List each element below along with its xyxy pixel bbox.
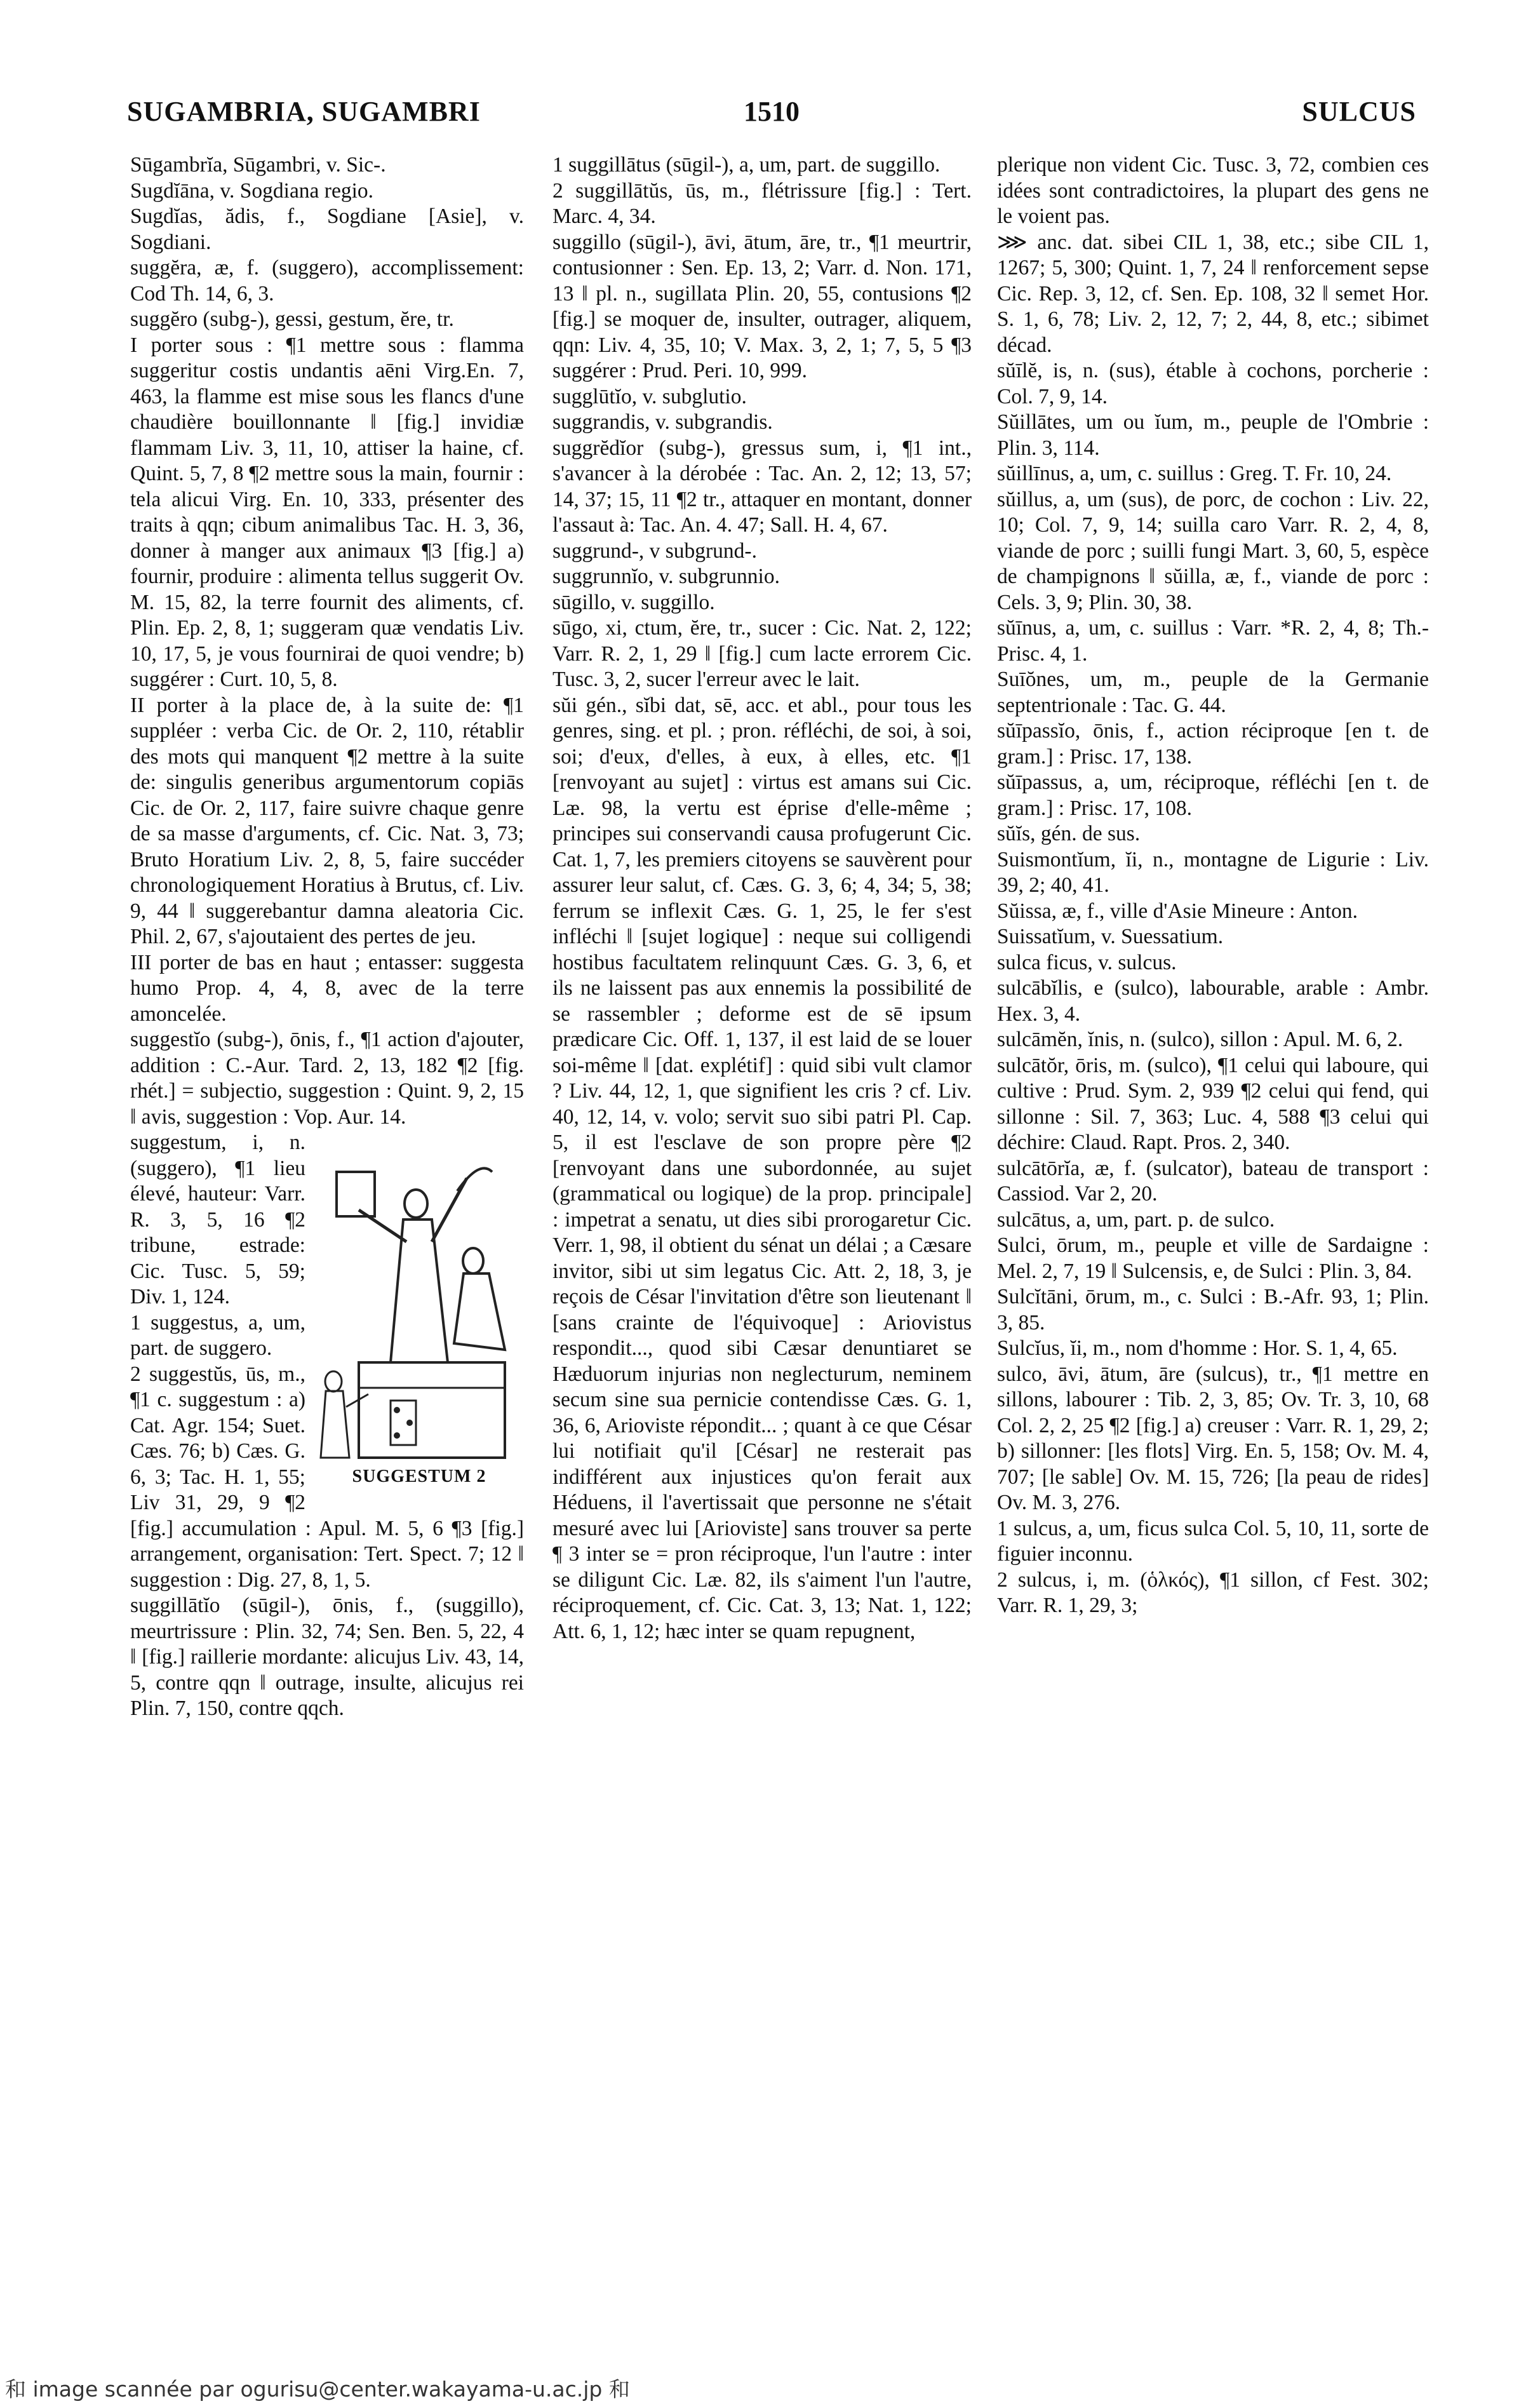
running-head-right: SULCUS <box>1302 96 1416 127</box>
dictionary-entry: III porter de bas en haut ; entasser: suggesta humo Prop. 4, 4, 8, avec de la terre amoncelée. <box>130 950 524 1026</box>
dictionary-entry: sulcāmĕn, ĭnis, n. (sulco), sillon : Apul. M. 6, 2. <box>997 1028 1403 1051</box>
dictionary-entry: suggrunnĭo, v. subgrunnio. <box>552 565 780 588</box>
dictionary-entry: Sūgambrĭa, Sūgambri, v. Sic-. <box>130 153 386 177</box>
dictionary-entry: Sŭillātes, um ou ĭum, m., peuple de l'Ombrie : Plin. 3, 114. <box>997 410 1429 460</box>
dictionary-entry: suggrĕdĭor (subg-), gressus sum, i, ¶1 int., s'avancer à la dérobée : Tac. An. 2, 12; 13, 57; 14, 37; 15, 11 ¶2 tr., attaquer en montant, donner l'assaut à: Tac. An. 4. 47; Sall. H. 4, 67. <box>552 436 972 537</box>
dictionary-entry: sŭīlĕ, is, n. (sus), étable à cochons, porcherie : Col. 7, 9, 14. <box>997 359 1429 408</box>
dictionary-entry: 1 sulcus, a, um, ficus sulca Col. 5, 10, 11, sorte de figuier inconnu. <box>997 1516 1429 1566</box>
dictionary-entry: sŭīpassus, a, um, réciproque, réfléchi [en t. de gram.] : Prisc. 17, 108. <box>997 770 1429 820</box>
scan-credit-footer: 和 image scannée par ogurisu@center.wakayama-u.ac.jp 和 <box>5 2377 630 2402</box>
dictionary-entry: sŭillus, a, um (sus), de porc, de cochon : Liv. 22, 10; Col. 7, 9, 14; suilla caro Varr. R. 2, 4, 8, viande de porc ; suilli fungi Mart. 3, 60, 5, espèce de champignons ‖ sŭilla, æ, f., viande de porc : Cels. 3, 9; Plin. 30, 38. <box>997 487 1429 614</box>
dictionary-entry: sulcātōrĭa, æ, f. (sulcator), bateau de transport : Cassiod. Var 2, 20. <box>997 1156 1429 1206</box>
dictionary-entry: suggestĭo (subg-), ōnis, f., ¶1 action d'ajouter, addition : C.-Aur. Tard. 2, 13, 182 ¶2 [fig. rhét.] = subjectio, suggestion : Quint. 9, 2, 15 ‖ avis, suggestion : Vop. Aur. 14. <box>130 1028 524 1129</box>
dictionary-entry: suggillātĭo (sūgil-), ōnis, f., (suggillo), meurtrissure : Plin. 32, 74; Sen. Ben. 5, 22, 4 ‖ [fig.] raillerie mordante: alicujus Liv. 43, 14, 5, contre qqn ‖ outrage, insulte, alicujus rei Plin. 7, 150, contre qqch. <box>130 1594 524 1720</box>
dictionary-entry: suggĕro (subg-), gessi, gestum, ĕre, tr. <box>130 307 454 331</box>
dictionary-entry: sūgo, xi, ctum, ĕre, tr., sucer : Cic. Nat. 2, 122; Varr. R. 2, 1, 29 ‖ [fig.] cum lacte errorem Cic. Tusc. 3, 2, sucer l'erreur avec le lait. <box>552 616 972 691</box>
page-header <box>127 95 1416 140</box>
dictionary-entry: Suīŏnes, um, m., peuple de la Germanie septentrionale : Tac. G. 44. <box>997 668 1429 717</box>
dictionary-entry: sŭĭs, gén. de sus. <box>997 822 1141 845</box>
dictionary-entry: suggestum, i, n. (suggero), ¶1 lieu élevé, hauteur: Varr. R. 3, 5, 16 ¶2 tribune, estrade: Cic. Tusc. 5, 59; Div. 1, 124. <box>130 1131 305 1308</box>
column-1 <box>130 152 524 2312</box>
illustration-suggestum <box>314 1134 524 1489</box>
dictionary-entry: 2 suggillātŭs, ūs, m., flétrissure [fig.] : Tert. Marc. 4, 34. <box>552 178 972 228</box>
dictionary-entry: I porter sous : ¶1 mettre sous : flamma suggeritur costis undantis aēni Virg.En. 7, 463, la flamme est mise sous les flancs d'une chaudière bouillonnante ‖ [fig.] invidiæ flammam Liv. 3, 11, 10, attiser la haine, cf. Quint. 5, 7, 8 ¶2 mettre sous la main, fournir : tela alicui Virg. En. 10, 333, présenter des traits à qqn; cibum animalibus Tac. H. 3, 36, donner à manger aux animaux ¶3 [fig.] a) fournir, produire : alimenta tellus suggerit Ov. M. 15, 82, la terre fournit des aliments, cf. Plin. Ep. 2, 8, 1; suggeram quæ vendatis Liv. 10, 17, 5, je vous fournirai de quoi vendre; b) suggérer : Curt. 10, 5, 8. <box>130 333 524 691</box>
dictionary-entry: sulcātus, a, um, part. p. de sulco. <box>997 1207 1275 1232</box>
dictionary-entry: Sulcĭus, ĭi, m., nom d'homme : Hor. S. 1, 4, 65. <box>997 1336 1398 1360</box>
page-number: 1510 <box>744 96 800 127</box>
dictionary-entry: sugglūtĭo, v. subglutio. <box>552 384 747 408</box>
dictionary-entry: sulcātŏr, ōris, m. (sulco), ¶1 celui qui laboure, qui cultive : Prud. Sym. 2, 939 ¶2 celui qui fend, qui sillonne : Sil. 7, 363; Luc. 4, 588 ¶3 celui qui déchire: Claud. Rapt. Pros. 2, 340. <box>997 1053 1429 1154</box>
dictionary-entry: sulcābĭlis, e (sulco), labourable, arable : Ambr. Hex. 3, 4. <box>997 976 1429 1026</box>
dictionary-entry: II porter à la place de, à la suite de: ¶1 suppléer : verba Cic. de Or. 2, 110, rétablir des mots qui manquent ¶2 mettre à la suite de: singulis generibus argumentorum copiās Cic. de Or. 2, 117, faire suivre chaque genre de sa masse d'arguments, cf. Cic. Nat. 3, 73; Bruto Horatium Liv. 2, 8, 5, faire succéder chronologiquement Horatius à Brutus, cf. Liv. 9, 44 ‖ suggerebantur damna aleatoria Cic. Phil. 2, 67, s'ajoutaient des pertes de jeu. <box>130 693 524 948</box>
dictionary-entry: sŭīnus, a, um, c. suillus : Varr. *R. 2, 4, 8; Th.-Prisc. 4, 1. <box>997 616 1429 666</box>
figure-caption: SUGGESTUM 2 <box>352 1467 486 1486</box>
dictionary-entry: suggrandis, v. subgrandis. <box>552 410 773 434</box>
dictionary-entry: sŭīpassĭo, ōnis, f., action réciproque [en t. de gram.] : Prisc. 17, 138. <box>997 719 1429 769</box>
dictionary-entry: sulco, āvi, ātum, āre (sulcus), tr., ¶1 mettre en sillons, labourer : Tib. 2, 3, 85; Ov. Tr. 3, 10, 68 Col. 2, 2, 25 ¶2 [fig.] a) creuser : Varr. R. 1, 29, 2; b) sillonner: [les flots] Virg. En. 5, 158; Ov. M. 4, 707; [le sable] Ov. M. 15, 726; [la peau de rides] Ov. M. 3, 276. <box>997 1362 1429 1514</box>
dictionary-entry: Sugdĭāna, v. Sogdiana regio. <box>130 178 374 203</box>
dictionary-entry: ⋙ anc. dat. sibei CIL 1, 38, etc.; sibe CIL 1, 1267; 5, 300; Quint. 1, 7, 24 ‖ renforcement sepse Cic. Rep. 3, 12, cf. Sen. Ep. 108, 32 ‖ semet Hor. S. 1, 6, 78; Liv. 2, 12, 7; 2, 44, 8, etc.; sibimet décad. <box>997 230 1429 357</box>
column-3 <box>997 152 1429 2312</box>
running-head-left: SUGAMBRIA, SUGAMBRI <box>127 96 481 127</box>
dictionary-entry: 1 suggestus, a, um, part. de suggero. <box>130 1310 305 1360</box>
dictionary-entry: Suismontĭum, ĭi, n., montagne de Ligurie : Liv. 39, 2; 40, 41. <box>997 847 1429 897</box>
column-2 <box>552 152 972 2312</box>
dictionary-entry: suggillo (sūgil-), āvi, ātum, āre, tr., ¶1 meurtrir, contusionner : Sen. Ep. 13, 2; Varr. d. Non. 171, 13 ‖ pl. n., sugillata Plin. 20, 55, contusions ¶2 [fig.] se moquer de, insulter, outrager, aliquem, qqn: Liv. 4, 35, 10; V. Max. 3, 2, 1; 7, 5, 5 ¶3 suggérer : Prud. Peri. 10, 999. <box>552 230 972 382</box>
dictionary-entry: suggrund-, v subgrund-. <box>552 539 757 563</box>
dictionary-entry: Sugdĭas, ădis, f., Sogdiane [Asie], v. Sogdiani. <box>130 205 524 254</box>
dictionary-entry: sūgillo, v. suggillo. <box>552 590 715 614</box>
dictionary-entry: 2 suggestŭs, ūs, m., ¶1 c. suggestum : a) Cat. Agr. 154; Suet. Cæs. 76; b) Cæs. G. 6, 3; Tac. H. 1, 55; Liv 31, 29, 9 ¶2 [fig.] accumulation : Apul. M. 5, 6 ¶3 [fig.] arrangement, organisation: Tert. Spect. 7; 12 ‖ suggestion : Dig. 27, 8, 1, 5. <box>130 1362 524 1592</box>
dictionary-entry: sŭillīnus, a, um, c. suillus : Greg. T. Fr. 10, 24. <box>997 462 1392 485</box>
dictionary-entry: sŭi gén., sĭbi dat, sē, acc. et abl., pour tous les genres, sing. et pl. ; pron. réfléchi, de soi, à soi, soi; d'eux, d'elles, à eux, à elles, etc. ¶1 [renvoyant au sujet] : virtus est amans sui Cic. Læ. 98, la vertu est éprise d'elle-même ; principes sui conservandi causa profugerunt Cic. Cat. 1, 7, les premiers citoyens se sauvèrent pour assurer leur salut, cf. Cæs. G. 3, 6; 4, 34; 5, 38; ferrum se inflexit Cæs. G. 1, 25, le fer s'est infléchi ‖ [sujet logique] : neque sui colligendi hostibus facultatem relinquunt Cæs. G. 3, 6, et ils ne laissent pas aux ennemis la possibilité de se rassembler ; deforme est de sē ipsum prædicare Cic. Off. 1, 137, il est laid de se louer soi-même ‖ [dat. explétif] : quid sibi vult clamor ? Liv. 44, 12, 1, que signifient les cris ? cf. Liv. 40, 12, 14, v. volo; servit suo sibi patri Pl. Cap. 5, il est l'esclave de son propre père ¶2 [renvoyant dans une subordonnée, au sujet (grammatical ou logique) de la prop. principale] : impetrat a senatu, ut dies sibi prorogaretur Cic. Verr. 1, 98, il obtient du sénat un délai ; a Cæsare invitor, sibi ut sim legatus Cic. Att. 2, 18, 3, je reçois de César l'invitation d'être son lieutenant ‖ [sans crainte de l'équivoque] : Ariovistus respondit..., quod sibi Cæsar denuntiaret se Hæduorum injurias non neglecturum, neminem secum sine sua pernicie contendisse Cæs. G. 1, 36, 6, Arioviste répondit... ; quant à ce que César lui notifiait qu'il [César] ne resterait pas indifférent aux injustices qu'on ferait aux Héduens, il l'avertissait que personne ne s'était mesuré avec lui [Arioviste] sans trouver sa perte ¶ 3 inter se = pron réciproque, l'un l'autre : inter se diligunt Cic. Læ. 82, ils s'aiment l'un l'autre, réciproquement, cf. Cic. Cat. 3, 13; Nat. 1, 122; Att. 6, 1, 12; hæc inter se quam repugnent, <box>552 693 972 1643</box>
dictionary-entry: Sulcĭtāni, ōrum, m., c. Sulci : B.-Afr. 93, 1; Plin. 3, 85. <box>997 1285 1429 1334</box>
statue-engraving <box>314 1134 524 1464</box>
dictionary-entry: Suissatĭum, v. Suessatium. <box>997 925 1224 948</box>
dictionary-entry: 1 suggillātus (sūgil-), a, um, part. de suggillo. <box>552 153 941 177</box>
dictionary-entry: 2 sulcus, i, m. (ὁλκός), ¶1 sillon, cf Fest. 302; Varr. R. 1, 29, 3; <box>997 1568 1429 1617</box>
dictionary-entry: Sŭissa, æ, f., ville d'Asie Mineure : Anton. <box>997 899 1358 923</box>
dictionary-entry: sulca ficus, v. sulcus. <box>997 950 1177 974</box>
dictionary-entry: Sulci, ōrum, m., peuple et ville de Sardaigne : Mel. 2, 7, 19 ‖ Sulcensis, e, de Sulci : Plin. 3, 84. <box>997 1233 1429 1283</box>
dictionary-entry: suggĕra, æ, f. (suggero), accomplissement: Cod Th. 14, 6, 3. <box>130 256 524 306</box>
dictionary-entry: plerique non vident Cic. Tusc. 3, 72, combien ces idées sont contradictoires, la plupart des gens ne le voient pas. <box>997 153 1429 228</box>
